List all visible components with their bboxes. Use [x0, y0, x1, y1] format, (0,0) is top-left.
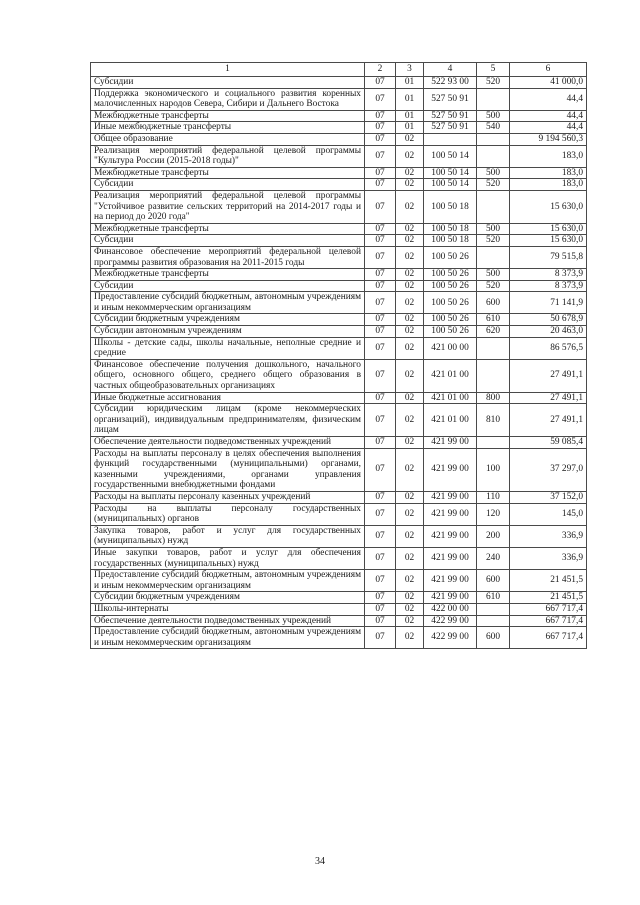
- row-expense-type: 500: [477, 269, 510, 281]
- row-expense-type: 520: [477, 77, 510, 89]
- row-target-article: 100 50 14: [424, 179, 477, 191]
- row-amount: 50 678,9: [510, 314, 587, 326]
- row-expense-type: 540: [477, 122, 510, 134]
- row-target-article: 527 50 91: [424, 88, 477, 110]
- table-row: [91, 547, 587, 569]
- row-section: 07: [365, 223, 396, 235]
- table-row: [91, 167, 587, 179]
- row-expense-type: [477, 437, 510, 449]
- row-expense-type: 200: [477, 525, 510, 547]
- row-expense-type: [477, 246, 510, 268]
- row-target-article: 100 50 26: [424, 246, 477, 268]
- row-amount: 37 152,0: [510, 491, 587, 503]
- row-name: Предоставление субсидий бюджетным, автономным учреждениям и иным некоммерческим организациям: [91, 292, 365, 314]
- table-row: [91, 223, 587, 235]
- row-section: 07: [365, 491, 396, 503]
- row-target-article: 421 99 00: [424, 491, 477, 503]
- row-section: 07: [365, 359, 396, 392]
- row-expense-type: 520: [477, 280, 510, 292]
- row-section: 07: [365, 592, 396, 604]
- header-row: [91, 63, 587, 77]
- header-col-name: 1: [91, 63, 365, 77]
- row-amount: 667 717,4: [510, 603, 587, 615]
- row-subsection: 02: [396, 314, 424, 326]
- row-subsection: 02: [396, 592, 424, 604]
- row-target-article: 421 99 00: [424, 570, 477, 592]
- row-name: Субсидии автономным учреждениям: [91, 326, 365, 338]
- row-target-article: 422 99 00: [424, 627, 477, 649]
- table-row: [91, 246, 587, 268]
- row-name: Расходы на выплаты персоналу государственных (муниципальных) органов: [91, 503, 365, 525]
- row-target-article: 100 50 18: [424, 223, 477, 235]
- row-amount: 9 194 560,3: [510, 133, 587, 145]
- row-amount: 15 630,0: [510, 190, 587, 223]
- row-subsection: 02: [396, 167, 424, 179]
- table-row: [91, 404, 587, 437]
- table-row: [91, 190, 587, 223]
- row-expense-type: [477, 615, 510, 627]
- row-subsection: 02: [396, 359, 424, 392]
- row-target-article: 421 01 00: [424, 404, 477, 437]
- table-row: [91, 603, 587, 615]
- row-amount: 667 717,4: [510, 615, 587, 627]
- row-section: 07: [365, 77, 396, 89]
- row-expense-type: 600: [477, 292, 510, 314]
- table-row: [91, 292, 587, 314]
- table-row: [91, 145, 587, 167]
- row-name: Иные межбюджетные трансферты: [91, 122, 365, 134]
- row-amount: 336,9: [510, 525, 587, 547]
- table-row: [91, 133, 587, 145]
- row-expense-type: 520: [477, 179, 510, 191]
- row-name: Межбюджетные трансферты: [91, 167, 365, 179]
- row-subsection: 02: [396, 491, 424, 503]
- table-row: [91, 179, 587, 191]
- row-target-article: 421 99 00: [424, 448, 477, 491]
- row-target-article: 100 50 18: [424, 235, 477, 247]
- row-subsection: 02: [396, 570, 424, 592]
- row-amount: 21 451,5: [510, 592, 587, 604]
- row-section: 07: [365, 292, 396, 314]
- row-amount: 37 297,0: [510, 448, 587, 491]
- row-subsection: 02: [396, 190, 424, 223]
- row-expense-type: 500: [477, 167, 510, 179]
- row-target-article: 421 99 00: [424, 503, 477, 525]
- row-name: Субсидии: [91, 179, 365, 191]
- row-amount: 59 085,4: [510, 437, 587, 449]
- table-row: [91, 437, 587, 449]
- row-section: 07: [365, 314, 396, 326]
- table-row: [91, 314, 587, 326]
- row-expense-type: 610: [477, 592, 510, 604]
- row-section: 07: [365, 603, 396, 615]
- row-name: Закупка товаров, работ и услуг для государственных (муниципальных) нужд: [91, 525, 365, 547]
- row-name: Субсидии юридическим лицам (кроме некоммерческих организаций), индивидуальным предпринимателям, физическим лицам: [91, 404, 365, 437]
- row-subsection: 02: [396, 525, 424, 547]
- row-name: Межбюджетные трансферты: [91, 110, 365, 122]
- row-expense-type: [477, 359, 510, 392]
- row-amount: 27 491,1: [510, 359, 587, 392]
- row-target-article: 100 50 26: [424, 326, 477, 338]
- row-expense-type: 520: [477, 235, 510, 247]
- row-amount: 44,4: [510, 110, 587, 122]
- row-name: Межбюджетные трансферты: [91, 223, 365, 235]
- row-subsection: 01: [396, 122, 424, 134]
- row-subsection: 02: [396, 448, 424, 491]
- row-expense-type: [477, 88, 510, 110]
- row-name: Иные закупки товаров, работ и услуг для обеспечения государственных (муниципальных) нужд: [91, 547, 365, 569]
- row-name: Предоставление субсидий бюджетным, автономным учреждениям и иным некоммерческим организациям: [91, 627, 365, 649]
- row-section: 07: [365, 448, 396, 491]
- row-name: Обеспечение деятельности подведомственных учреждений: [91, 437, 365, 449]
- row-subsection: 02: [396, 292, 424, 314]
- row-amount: 71 141,9: [510, 292, 587, 314]
- row-name: Расходы на выплаты персоналу в целях обеспечения выполнения функций государственными (муниципальными) органами, казенными учреждениями, органами управления государственными внебюджетными фондами: [91, 448, 365, 491]
- table-row: [91, 592, 587, 604]
- row-amount: 21 451,5: [510, 570, 587, 592]
- row-subsection: 02: [396, 223, 424, 235]
- row-amount: 15 630,0: [510, 235, 587, 247]
- row-amount: 15 630,0: [510, 223, 587, 235]
- row-section: 07: [365, 133, 396, 145]
- row-name: Школы-интернаты: [91, 603, 365, 615]
- row-section: 07: [365, 235, 396, 247]
- row-name: Финансовое обеспечение получения дошкольного, начального общего, основного общего, среднего общего образования в частных общеобразовательных организациях: [91, 359, 365, 392]
- row-name: Расходы на выплаты персоналу казенных учреждений: [91, 491, 365, 503]
- table-row: [91, 525, 587, 547]
- table-row: [91, 110, 587, 122]
- row-subsection: 02: [396, 337, 424, 359]
- row-target-article: 100 50 18: [424, 190, 477, 223]
- row-amount: 41 000,0: [510, 77, 587, 89]
- header-col-expense-type: 5: [477, 63, 510, 77]
- row-section: 07: [365, 503, 396, 525]
- row-target-article: [424, 133, 477, 145]
- table-row: [91, 235, 587, 247]
- row-section: 07: [365, 122, 396, 134]
- row-subsection: 02: [396, 603, 424, 615]
- header-col-target-article: 4: [424, 63, 477, 77]
- row-section: 07: [365, 337, 396, 359]
- row-expense-type: 600: [477, 570, 510, 592]
- row-name: Обеспечение деятельности подведомственных учреждений: [91, 615, 365, 627]
- row-section: 07: [365, 525, 396, 547]
- row-amount: 27 491,1: [510, 404, 587, 437]
- row-section: 07: [365, 145, 396, 167]
- table-row: [91, 615, 587, 627]
- row-expense-type: 100: [477, 448, 510, 491]
- row-expense-type: [477, 190, 510, 223]
- table-body: [91, 77, 587, 649]
- row-subsection: 02: [396, 246, 424, 268]
- table-row: [91, 503, 587, 525]
- row-name: Реализация мероприятий федеральной целевой программы "Культура России (2015-2018 годы)": [91, 145, 365, 167]
- row-expense-type: 500: [477, 110, 510, 122]
- row-subsection: 02: [396, 627, 424, 649]
- row-target-article: 527 50 91: [424, 110, 477, 122]
- table-row: [91, 491, 587, 503]
- row-target-article: 527 50 91: [424, 122, 477, 134]
- row-amount: 183,0: [510, 145, 587, 167]
- row-amount: 20 463,0: [510, 326, 587, 338]
- row-amount: 86 576,5: [510, 337, 587, 359]
- table-row: [91, 269, 587, 281]
- row-expense-type: 120: [477, 503, 510, 525]
- row-subsection: 02: [396, 547, 424, 569]
- row-expense-type: 500: [477, 223, 510, 235]
- header-col-subsection: 3: [396, 63, 424, 77]
- row-section: 07: [365, 437, 396, 449]
- row-subsection: 01: [396, 110, 424, 122]
- row-section: 07: [365, 404, 396, 437]
- row-target-article: 421 01 00: [424, 392, 477, 404]
- table-row: [91, 326, 587, 338]
- row-subsection: 02: [396, 615, 424, 627]
- row-expense-type: 600: [477, 627, 510, 649]
- row-section: 07: [365, 246, 396, 268]
- row-section: 07: [365, 269, 396, 281]
- row-target-article: 421 00 00: [424, 337, 477, 359]
- row-target-article: 421 01 00: [424, 359, 477, 392]
- row-section: 07: [365, 190, 396, 223]
- row-target-article: 421 99 00: [424, 437, 477, 449]
- row-name: Общее образование: [91, 133, 365, 145]
- row-target-article: 421 99 00: [424, 592, 477, 604]
- row-amount: 667 717,4: [510, 627, 587, 649]
- page-number: 34: [315, 856, 325, 867]
- row-expense-type: 800: [477, 392, 510, 404]
- row-section: 07: [365, 547, 396, 569]
- table-row: [91, 359, 587, 392]
- row-expense-type: 240: [477, 547, 510, 569]
- row-subsection: 01: [396, 77, 424, 89]
- table-row: [91, 280, 587, 292]
- row-expense-type: [477, 145, 510, 167]
- row-amount: 27 491,1: [510, 392, 587, 404]
- row-target-article: 422 00 00: [424, 603, 477, 615]
- row-name: Предоставление субсидий бюджетным, автономным учреждениям и иным некоммерческим организациям: [91, 570, 365, 592]
- budget-table: [90, 62, 587, 649]
- row-name: Субсидии: [91, 77, 365, 89]
- row-expense-type: [477, 337, 510, 359]
- row-name: Субсидии бюджетным учреждениям: [91, 314, 365, 326]
- row-amount: 8 373,9: [510, 269, 587, 281]
- row-name: Субсидии: [91, 280, 365, 292]
- row-expense-type: 620: [477, 326, 510, 338]
- row-section: 07: [365, 615, 396, 627]
- row-subsection: 02: [396, 235, 424, 247]
- row-section: 07: [365, 179, 396, 191]
- row-name: Реализация мероприятий федеральной целевой программы "Устойчивое развитие сельских территорий на 2014-2017 годы и на период до 2020 года": [91, 190, 365, 223]
- row-amount: 8 373,9: [510, 280, 587, 292]
- row-amount: 183,0: [510, 179, 587, 191]
- row-target-article: 522 93 00: [424, 77, 477, 89]
- row-name: Поддержка экономического и социального развития коренных малочисленных народов Севера, Сибири и Дальнего Востока: [91, 88, 365, 110]
- table-row: [91, 570, 587, 592]
- row-subsection: 02: [396, 326, 424, 338]
- row-amount: 183,0: [510, 167, 587, 179]
- row-section: 07: [365, 326, 396, 338]
- row-expense-type: [477, 133, 510, 145]
- row-name: Субсидии: [91, 235, 365, 247]
- row-subsection: 02: [396, 503, 424, 525]
- row-target-article: 421 99 00: [424, 547, 477, 569]
- row-expense-type: [477, 603, 510, 615]
- row-amount: 79 515,8: [510, 246, 587, 268]
- row-amount: 44,4: [510, 88, 587, 110]
- table-row: [91, 627, 587, 649]
- row-subsection: 02: [396, 133, 424, 145]
- header-col-amount: 6: [510, 63, 587, 77]
- row-amount: 145,0: [510, 503, 587, 525]
- row-target-article: 100 50 14: [424, 167, 477, 179]
- row-target-article: 100 50 26: [424, 314, 477, 326]
- row-name: Школы - детские сады, школы начальные, неполные средние и средние: [91, 337, 365, 359]
- row-name: Межбюджетные трансферты: [91, 269, 365, 281]
- row-name: Субсидии бюджетным учреждениям: [91, 592, 365, 604]
- row-section: 07: [365, 88, 396, 110]
- table-row: [91, 122, 587, 134]
- header-col-section: 2: [365, 63, 396, 77]
- row-subsection: 02: [396, 437, 424, 449]
- row-section: 07: [365, 392, 396, 404]
- table-row: [91, 337, 587, 359]
- row-target-article: 100 50 26: [424, 269, 477, 281]
- row-target-article: 422 99 00: [424, 615, 477, 627]
- row-section: 07: [365, 167, 396, 179]
- row-target-article: 100 50 26: [424, 280, 477, 292]
- row-subsection: 02: [396, 404, 424, 437]
- row-expense-type: 810: [477, 404, 510, 437]
- row-section: 07: [365, 570, 396, 592]
- row-subsection: 02: [396, 145, 424, 167]
- table-row: [91, 448, 587, 491]
- table-row: [91, 77, 587, 89]
- row-name: Иные бюджетные ассигнования: [91, 392, 365, 404]
- row-amount: 44,4: [510, 122, 587, 134]
- row-subsection: 02: [396, 280, 424, 292]
- row-subsection: 01: [396, 88, 424, 110]
- table-row: [91, 88, 587, 110]
- row-subsection: 02: [396, 269, 424, 281]
- row-section: 07: [365, 627, 396, 649]
- row-name: Финансовое обеспечение мероприятий федеральной целевой программы развития образования на 2011-2015 годы: [91, 246, 365, 268]
- row-target-article: 100 50 14: [424, 145, 477, 167]
- row-section: 07: [365, 110, 396, 122]
- table-row: [91, 392, 587, 404]
- row-target-article: 421 99 00: [424, 525, 477, 547]
- row-section: 07: [365, 280, 396, 292]
- row-target-article: 100 50 26: [424, 292, 477, 314]
- row-subsection: 02: [396, 392, 424, 404]
- row-expense-type: 110: [477, 491, 510, 503]
- row-subsection: 02: [396, 179, 424, 191]
- row-amount: 336,9: [510, 547, 587, 569]
- row-expense-type: 610: [477, 314, 510, 326]
